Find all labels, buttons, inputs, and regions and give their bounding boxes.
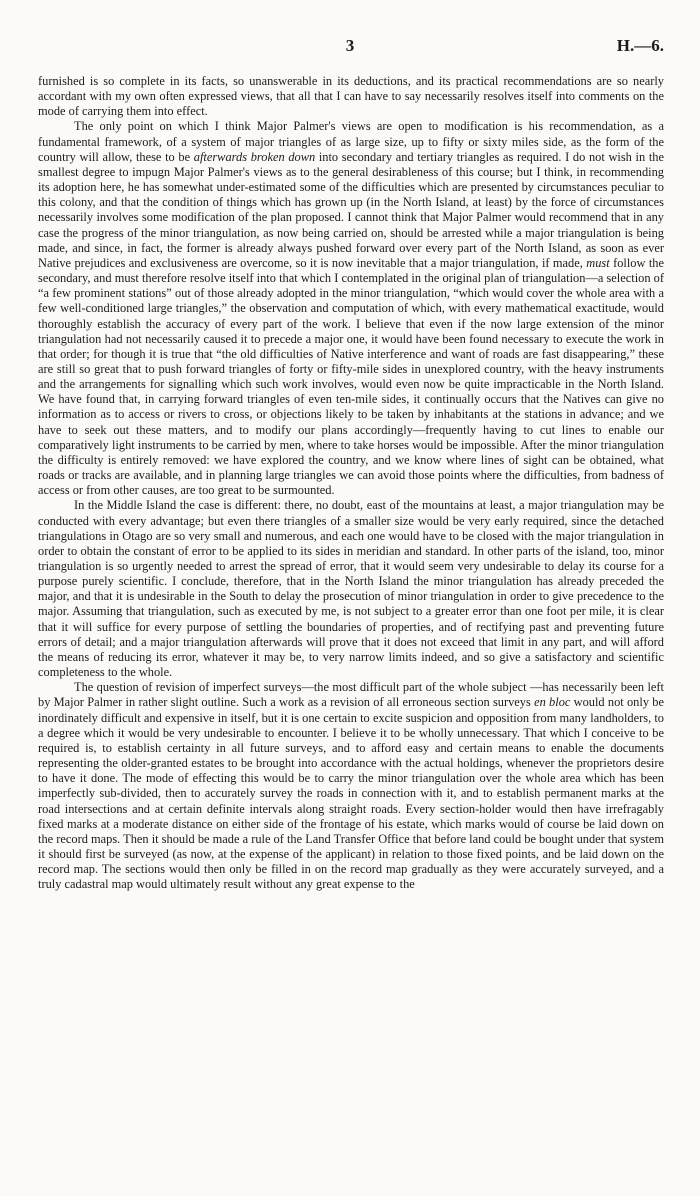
body-text [38, 74, 664, 892]
paragraph-continuation [38, 74, 664, 119]
page-header [0, 36, 700, 60]
emphasis-text: must [586, 255, 610, 270]
text-run: In the Middle Island the case is different: there, no doubt, east of the mountains at least, a major triangulation may be conducted with every advantage; but even there triangles of a smaller size would be very early required, since the detached triangulations in Otago are so very small and numerous, and each one would have to be closed with the major triangulation in order to obtain the constant of error to be applied to its sides in meridian and standard. In other parts of the island, too, minor triangulation is so urgently needed to arrest the spread of error, that it would seem very undesirable to delay its course for a purpose purely scientific. I conclude, therefore, that in the North Island the minor triangulation has already preceded the major, and that it is undesirable in the South to delay the prosecution of minor triangulation in order to give precedence to the major. Assuming that triangulation, such as executed by me, is not subject to a greater error than one foot per mile, it is clear that it will suffice for every purpose of settling the boundaries of properties, and of rectifying past and preventing future errors of detail; and a major triangulation afterwards will prove that it does not exceed that limit in any part, and will afford the means of reducing its error, whatever it may be, to very narrow limits indeed, and so give a satisfactory and scientific completeness to the whole. [38, 498, 664, 680]
paragraph-revision-of-surveys [38, 680, 664, 892]
text-run: would not only be inordinately difficult and expensive in itself, but it is one certain to excite suspicion and opposition from many landholders, to a degree which it would be very undesirable to encounter. I believe it to be wholly unnecessary. That which I conceive to be required is, to establish certainty in all future surveys, and to afford easy and certain means to enable the documents representing the older-granted estates to be brought into accordance with the actual holdings, whenever the proprietors desire to have it done. The mode of effecting this would be to carry the minor triangulation over the whole area which has been imperfectly sub-divided, then to accurately survey the roads in connection with it, and to establish permanent marks at the road intersections and at certain definite intervals along straight roads. Every section-holder would then have irrefragably fixed marks at a moderate distance on either side of the frontage of his estate, which marks would of course be laid down on the record maps. Then it should be made a rule of the Land Transfer Office that before land could be bought under that system it should first be surveyed (as now, at the expense of the applicant) in relation to those fixed points, and be laid down on the record map. The sections would then only be filled in on the record map gradually as they were accurately surveyed, and a truly cadastral map would ultimately result without any great expense to the [38, 695, 664, 892]
text-run: follow the secondary, and must therefore resolve itself into that which I contemplated in the original plan of triangulation—a selection of “a few prominent stations” out of those already adopted in the minor triangulation, “which would cover the whole area with a few well-conditioned large triangles,” the observation and computation of which, with every mathematical exactitude, would thoroughly establish the accuracy of every part of the work. I believe that even if the now large extension of the minor triangulation had not necessarily caused it to precede a major one, it would have been found necessary to execute the work in that order; for though it is true that “the old difficulties of Native interference and want of roads are fast disappearing,” these are still so great that to push forward triangles of forty or fifty-mile sides in unexplored country, with the heavy instruments and the arrangements for signalling which such work involves, would even now be quite impracticable in the North Island. We have found that, in carrying forward triangles of even ten-mile sides, it continually occurs that the Natives can give no information as to access or rivers to cross, or objections likely to be taken by inhabitants at the stations in advance; and we have to seek out these matters, and to modify our plans accordingly—frequently having to cut lines to enable our comparatively light instruments to be carried by men, where to take horses would be impossible. After the minor triangulation the difficulty is entirely removed: we have explored the country, and we know where lines of sight can be obtained, what roads or tracks are available, and in planning large triangles we can avoid those points where the difficulties, from badness of access or from other causes, are too great to be surmounted. [38, 255, 664, 498]
paragraph-middle-island [38, 498, 664, 680]
emphasis-text: en bloc [534, 695, 571, 710]
document-reference: H.—6. [616, 36, 664, 55]
text-run: furnished is so complete in its facts, so unanswerable in its deductions, and its practical recommendations are so nearly accordant with my own often expressed views, that all that I can have to say necessarily resolves itself into comments on the mode of carrying them into effect. [38, 74, 664, 119]
text-run: The question of revision of imperfect surveys—the most difficult part of the whole subject —has necessarily been left by Major Palmer in rather slight outline. Such a work as a revision of all erroneous section surveys [38, 680, 664, 710]
emphasis-text: afterwards broken down [193, 149, 316, 164]
page-number: 3 [345, 36, 355, 55]
text-run: into secondary and tertiary triangles as required. I do not wish in the smallest degree to impugn Major Palmer's views as to the general desirableness of this course; but I think, in recommending its adoption here, he has somewhat under-estimated some of the difficulties which are presented by circumstances peculiar to this colony, and that the condition of things which has grown up (in the North Island, at least) by the force of circumstances necessarily involves some modification of the plan proposed. I cannot think that Major Palmer would recommend that in any case the progress of the minor triangulation, as now being carried on, should be arrested while a major triangulation is being made, and since, in fact, the former is already always pushed forward over every part of the North Island, as soon as ever Native prejudices and exclusiveness are overcome, so it is now inevitable that a major triangulation, if made, [38, 149, 664, 270]
text-run: The only point on which I think Major Palmer's views are open to modification is his recommendation, as a fundamental framework, of a system of major triangles of as large size, up to fifty or sixty miles side, as the form of the country will allow, these to be [38, 119, 664, 164]
paragraph-major-triangulation [38, 119, 664, 498]
